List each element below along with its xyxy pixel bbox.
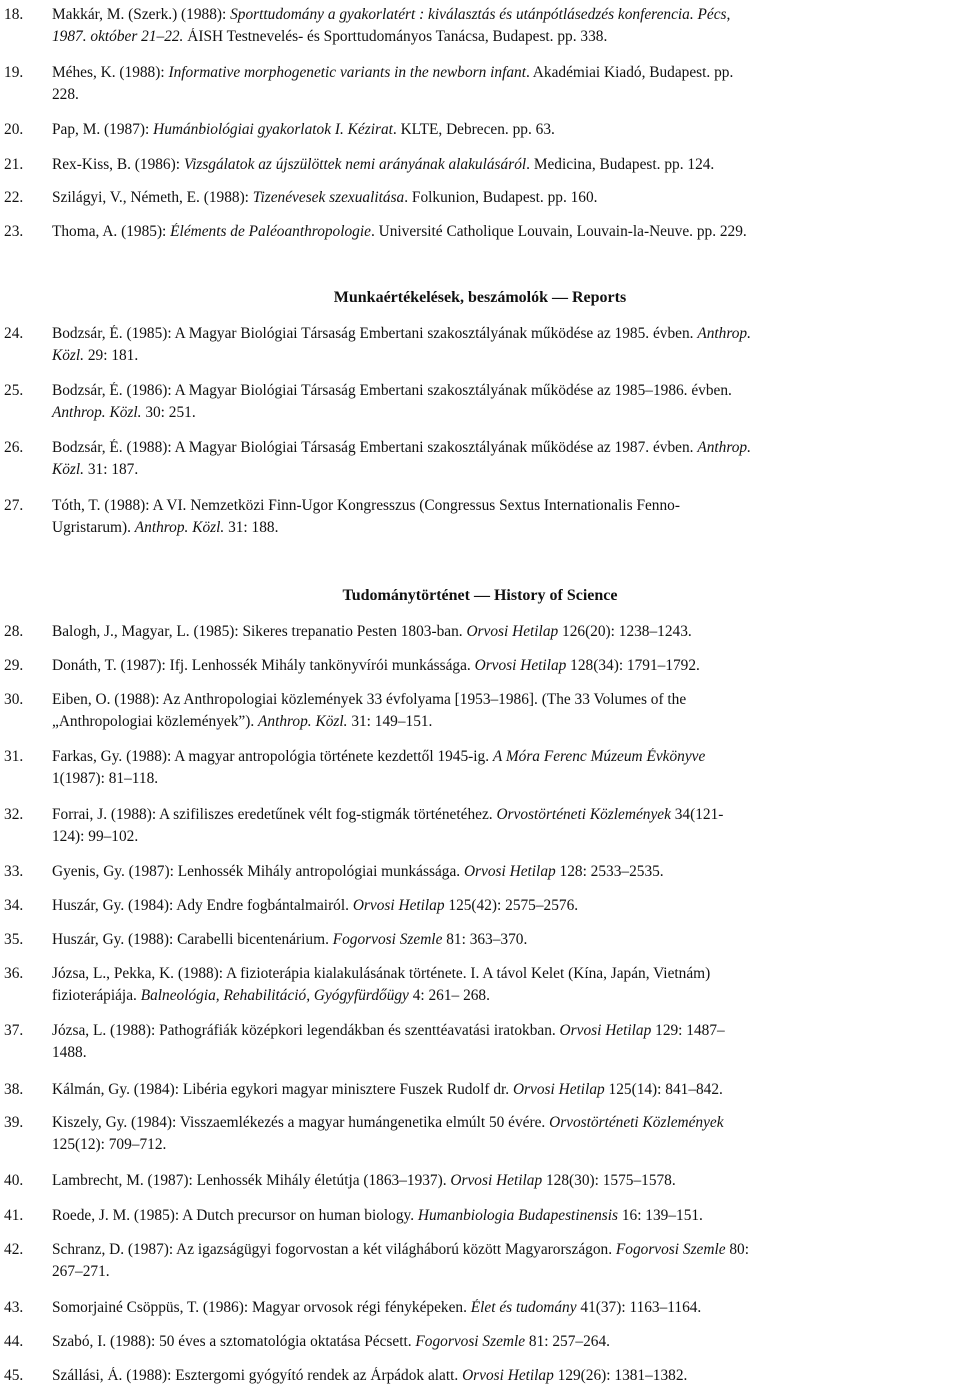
reference-text: Balogh, J., Magyar, L. (1985): Sikeres trepanatio Pesten 1803-ban. — [52, 623, 467, 640]
reference-text: fizioterápiája. — [52, 987, 141, 1004]
reference-title-italic: Anthrop. Közl. — [134, 519, 225, 536]
reference-title-italic: Orvostörténeti Közlemények — [496, 806, 671, 823]
reference-text-line — [52, 402, 956, 424]
reference-number: 20. — [4, 121, 24, 138]
reference-number: 36. — [4, 965, 24, 982]
reference-number: 18. — [4, 6, 24, 23]
reference-entry — [0, 154, 960, 176]
reference-title-italic: Vizsgálatok az újszülöttek nemi arányának alakulásáról — [183, 156, 527, 173]
reference-text-line — [52, 689, 956, 711]
reference-title-italic: Éléments de Paléoanthropologie — [170, 223, 371, 240]
reference-entry — [0, 62, 960, 106]
reference-title-italic: Fogorvosi Szemle — [415, 1333, 526, 1350]
reference-text: Szállási, Á. (1988): Esztergomi gyógyító rendek az Árpádok alatt. — [52, 1367, 463, 1384]
reference-title-italic: Orvosi Hetilap — [462, 1367, 554, 1384]
reference-text: Farkas, Gy. (1988): A magyar antropológia története kezdettől 1945-ig. — [52, 748, 493, 765]
reference-entry — [0, 1112, 960, 1156]
reference-text: 128: 2533–2535. — [555, 863, 664, 880]
reference-text-line — [52, 154, 956, 176]
reference-text: Bodzsár, É. (1988): A Magyar Biológiai Társaság Embertani szakosztályának működése az 1987. évben. — [52, 439, 698, 456]
reference-title-italic: Orvosi Hetilap — [466, 623, 559, 640]
reference-number: 34. — [4, 897, 24, 914]
reference-text: Somorjainé Csöppüs, T. (1986): Magyar orvosok régi fényképeken. — [52, 1299, 471, 1316]
reference-title-italic: Anthrop. Közl. — [52, 404, 142, 421]
reference-text: 128(34): 1791–1792. — [566, 657, 700, 674]
reference-entry — [0, 804, 960, 848]
reference-text: Szilágyi, V., Németh, E. (1988): — [52, 189, 253, 206]
reference-number: 22. — [4, 189, 24, 206]
reference-text-line — [52, 380, 956, 402]
reference-text: 81: 257–264. — [525, 1333, 610, 1350]
reference-text: 31: 187. — [84, 461, 139, 478]
reference-entry — [0, 621, 960, 643]
reference-number: 40. — [4, 1172, 24, 1189]
reference-text: Józsa, L. (1988): Pathográfiák középkori legendákban és szenttéavatási iratokban. — [52, 1022, 560, 1039]
reference-number: 25. — [4, 382, 24, 399]
reference-text-line — [52, 437, 956, 459]
reference-entry — [0, 1170, 960, 1192]
reference-text-line — [52, 768, 956, 790]
reference-number: 27. — [4, 497, 24, 514]
reference-text-line — [52, 1261, 956, 1283]
reference-text: . Akadémiai Kiadó, Budapest. pp. — [525, 64, 734, 81]
reference-text-line — [52, 1020, 956, 1042]
reference-text: 267–271. — [52, 1263, 110, 1280]
reference-text: 4: 261– 268. — [408, 987, 490, 1004]
reference-text: 129(26): 1381–1382. — [553, 1367, 688, 1384]
reference-text: Józsa, L., Pekka, K. (1988): A fizioterápia kialakulásának története. I. A távol Kelet (Kína, Japán, Vietnám) — [52, 965, 711, 982]
reference-entry — [0, 746, 960, 790]
reference-text: Gyenis, Gy. (1987): Lenhossék Mihály antropológiai munkássága. — [52, 863, 464, 880]
reference-title-italic: A Móra Ferenc Múzeum Évkönyve — [492, 748, 706, 765]
reference-number: 33. — [4, 863, 24, 880]
reference-entry — [0, 1297, 960, 1319]
reference-text: Donáth, T. (1987): Ifj. Lenhossék Mihály tankönyvírói munkássága. — [52, 657, 475, 674]
reference-text: 1(1987): 81–118. — [52, 770, 159, 787]
reference-text-line — [52, 1170, 956, 1192]
reference-title-italic: Közl. — [52, 347, 85, 364]
reference-number: 41. — [4, 1207, 24, 1224]
reference-title-italic: Közl. — [52, 461, 85, 478]
reference-number: 37. — [4, 1022, 24, 1039]
reference-text-line — [52, 62, 956, 84]
reference-title-italic: Informative morphogenetic variants in the newborn infant — [168, 64, 526, 81]
section-heading: Tudománytörténet — History of Science — [342, 587, 618, 604]
reference-text: 80: — [725, 1241, 750, 1258]
reference-text-line — [52, 711, 956, 733]
reference-text: 41(37): 1163–1164. — [576, 1299, 702, 1316]
reference-title-italic: Orvosi Hetilap — [559, 1022, 652, 1039]
reference-number: 32. — [4, 806, 24, 823]
reference-text-line — [52, 1365, 956, 1387]
reference-number: 30. — [4, 691, 24, 708]
reference-text-line — [52, 1205, 956, 1227]
reference-text-line — [52, 985, 956, 1007]
reference-text-line — [52, 119, 956, 141]
reference-text: 16: 139–151. — [617, 1207, 703, 1224]
reference-text-line — [52, 187, 956, 209]
reference-entry — [0, 380, 960, 424]
reference-text-line — [52, 1134, 956, 1156]
reference-entry — [0, 689, 960, 733]
reference-number: 42. — [4, 1241, 24, 1258]
reference-text-line — [52, 826, 956, 848]
reference-title-italic: Fogorvosi Szemle — [332, 931, 443, 948]
reference-text: 126(20): 1238–1243. — [558, 623, 692, 640]
reference-title-italic: Orvosi Hetilap — [352, 897, 445, 914]
reference-text-line — [52, 84, 956, 106]
reference-entry — [0, 221, 960, 243]
reference-text-line — [52, 746, 956, 768]
reference-title-italic: Balneológia, Rehabilitáció, Gyógyfürdőügy — [140, 987, 409, 1004]
reference-text-line — [52, 621, 956, 643]
reference-entry — [0, 187, 960, 209]
reference-title-italic: Anthrop. Közl. — [258, 713, 348, 730]
reference-text-line — [52, 804, 956, 826]
reference-text-line — [52, 495, 956, 517]
reference-number: 43. — [4, 1299, 24, 1316]
reference-text: Lambrecht, M. (1987): Lenhossék Mihály életútja (1863–1937). — [52, 1172, 451, 1189]
reference-entry — [0, 1365, 960, 1387]
reference-entry — [0, 1079, 960, 1101]
reference-number: 45. — [4, 1367, 24, 1384]
reference-text-line — [52, 26, 956, 48]
reference-entry — [0, 895, 960, 917]
reference-text-line — [52, 963, 956, 985]
reference-text: Méhes, K. (1988): — [52, 64, 169, 81]
reference-number: 23. — [4, 223, 24, 240]
reference-text: Tóth, T. (1988): A VI. Nemzetközi Finn-Ugor Kongresszus (Congressus Sextus Internationalis Fenno- — [52, 497, 680, 514]
reference-text: Rex-Kiss, B. (1986): — [52, 156, 184, 173]
reference-entry — [0, 963, 960, 1007]
reference-text: 31: 188. — [224, 519, 279, 536]
reference-entry — [0, 1205, 960, 1227]
reference-text: 124): 99–102. — [52, 828, 139, 845]
reference-text-line — [52, 1239, 956, 1261]
reference-title-italic: Tizenévesek szexualitása — [252, 189, 405, 206]
reference-text: 30: 251. — [141, 404, 196, 421]
reference-title-italic: Élet és tudomány — [470, 1299, 577, 1316]
reference-text: Thoma, A. (1985): — [52, 223, 171, 240]
reference-text: . Medicina, Budapest. pp. 124. — [526, 156, 715, 173]
reference-number: 35. — [4, 931, 24, 948]
reference-text: 34(121- — [670, 806, 724, 823]
reference-text: Roede, J. M. (1985): A Dutch precursor on human biology. — [52, 1207, 418, 1224]
reference-text: Kiszely, Gy. (1984): Visszaemlékezés a magyar humángenetika elmúlt 50 évére. — [52, 1114, 550, 1131]
reference-text: 31: 149–151. — [347, 713, 433, 730]
reference-title-italic: Anthrop. — [697, 325, 751, 342]
reference-entry — [0, 929, 960, 951]
reference-title-italic: Humánbiológiai gyakorlatok I. Kézirat — [153, 121, 393, 138]
reference-text-line — [52, 1079, 956, 1101]
reference-text: Bodzsár, É. (1985): A Magyar Biológiai Társaság Embertani szakosztályának működése az 1985. évben. — [52, 325, 698, 342]
reference-text: Makkár, M. (Szerk.) (1988): — [52, 6, 231, 23]
reference-text: 1488. — [52, 1044, 87, 1061]
reference-text: 29: 181. — [84, 347, 139, 364]
reference-title-italic: Orvosi Hetilap — [512, 1081, 605, 1098]
reference-title-italic: Humanbiologia Budapestinensis — [417, 1207, 618, 1224]
reference-text: ÁISH Testnevelés- és Sporttudományos Tanácsa, Budapest. pp. 338. — [187, 28, 608, 45]
reference-text-line — [52, 459, 956, 481]
reference-text-line — [52, 1331, 956, 1353]
reference-number: 29. — [4, 657, 24, 674]
reference-text: . KLTE, Debrecen. pp. 63. — [392, 121, 555, 138]
reference-text: 125(12): 709–712. — [52, 1136, 167, 1153]
reference-title-italic: Orvosi Hetilap — [450, 1172, 543, 1189]
reference-text: Ugristarum). — [52, 519, 135, 536]
reference-text-line — [52, 345, 956, 367]
reference-text-line — [52, 655, 956, 677]
reference-text: . Université Catholique Louvain, Louvain-la-Neuve. pp. 229. — [370, 223, 747, 240]
reference-entry — [0, 323, 960, 367]
reference-text-line — [52, 1112, 956, 1134]
reference-title-italic: 1987. október 21–22. — [52, 28, 188, 45]
reference-entry — [0, 861, 960, 883]
reference-text-line — [52, 1297, 956, 1319]
reference-title-italic: Orvostörténeti Közlemények — [549, 1114, 724, 1131]
reference-text-line — [52, 895, 956, 917]
reference-text: Huszár, Gy. (1984): Ady Endre fogbántalmairól. — [52, 897, 353, 914]
reference-text: Eiben, O. (1988): Az Anthropologiai közlemények 33 évfolyama [1953–1986]. (The 33 Volumes of the — [52, 691, 687, 708]
reference-entry — [0, 655, 960, 677]
reference-text: Forrai, J. (1988): A szifiliszes eredetűnek vélt fog-stigmák történetéhez. — [52, 806, 497, 823]
reference-entry — [0, 1239, 960, 1283]
reference-entry — [0, 495, 960, 539]
reference-text: Schranz, D. (1987): Az igazságügyi fogorvostan a két világháború között Magyarországon. — [52, 1241, 616, 1258]
reference-number: 19. — [4, 64, 24, 81]
reference-text-line — [52, 221, 956, 243]
reference-entry — [0, 1331, 960, 1353]
reference-text: Huszár, Gy. (1988): Carabelli bicentenárium. — [52, 931, 333, 948]
reference-number: 44. — [4, 1333, 24, 1350]
reference-text: 125(42): 2575–2576. — [444, 897, 579, 914]
reference-entry — [0, 437, 960, 481]
reference-text-line — [52, 323, 956, 345]
reference-title-italic: Orvosi Hetilap — [463, 863, 556, 880]
reference-entry — [0, 119, 960, 141]
reference-text-line — [52, 1042, 956, 1064]
reference-text: 125(14): 841–842. — [604, 1081, 723, 1098]
reference-title-italic: Sporttudomány a gyakorlatért : kiválasztás és utánpótlásedzés konferencia. Pécs, — [230, 6, 731, 23]
reference-text: Pap, M. (1987): — [52, 121, 154, 138]
reference-number: 38. — [4, 1081, 24, 1098]
reference-number: 26. — [4, 439, 24, 456]
reference-text-line — [52, 4, 956, 26]
reference-text: 129: 1487– — [651, 1022, 725, 1039]
reference-text: Bodzsár, É. (1986): A Magyar Biológiai Társaság Embertani szakosztályának működése az 1985–1986. évben. — [52, 382, 732, 399]
reference-text-line — [52, 517, 956, 539]
reference-text: 228. — [52, 86, 79, 103]
reference-text: Kálmán, Gy. (1984): Libéria egykori magyar minisztere Fuszek Rudolf dr. — [52, 1081, 513, 1098]
reference-title-italic: Anthrop. — [697, 439, 751, 456]
reference-title-italic: Orvosi Hetilap — [474, 657, 567, 674]
reference-entry — [0, 1020, 960, 1064]
reference-number: 24. — [4, 325, 24, 342]
reference-number: 31. — [4, 748, 24, 765]
reference-text: 81: 363–370. — [442, 931, 528, 948]
reference-title-italic: Fogorvosi Szemle — [615, 1241, 726, 1258]
reference-text: . Folkunion, Budapest. pp. 160. — [404, 189, 598, 206]
reference-text-line — [52, 861, 956, 883]
reference-number: 28. — [4, 623, 24, 640]
reference-number: 39. — [4, 1114, 24, 1131]
reference-text: Szabó, I. (1988): 50 éves a sztomatológia oktatása Pécsett. — [52, 1333, 416, 1350]
section-heading: Munkaértékelések, beszámolók — Reports — [333, 289, 627, 306]
reference-entry — [0, 4, 960, 48]
reference-text: „Anthropologiai közlemények”). — [52, 713, 259, 730]
reference-text: 128(30): 1575–1578. — [542, 1172, 676, 1189]
reference-text-line — [52, 929, 956, 951]
reference-number: 21. — [4, 156, 24, 173]
